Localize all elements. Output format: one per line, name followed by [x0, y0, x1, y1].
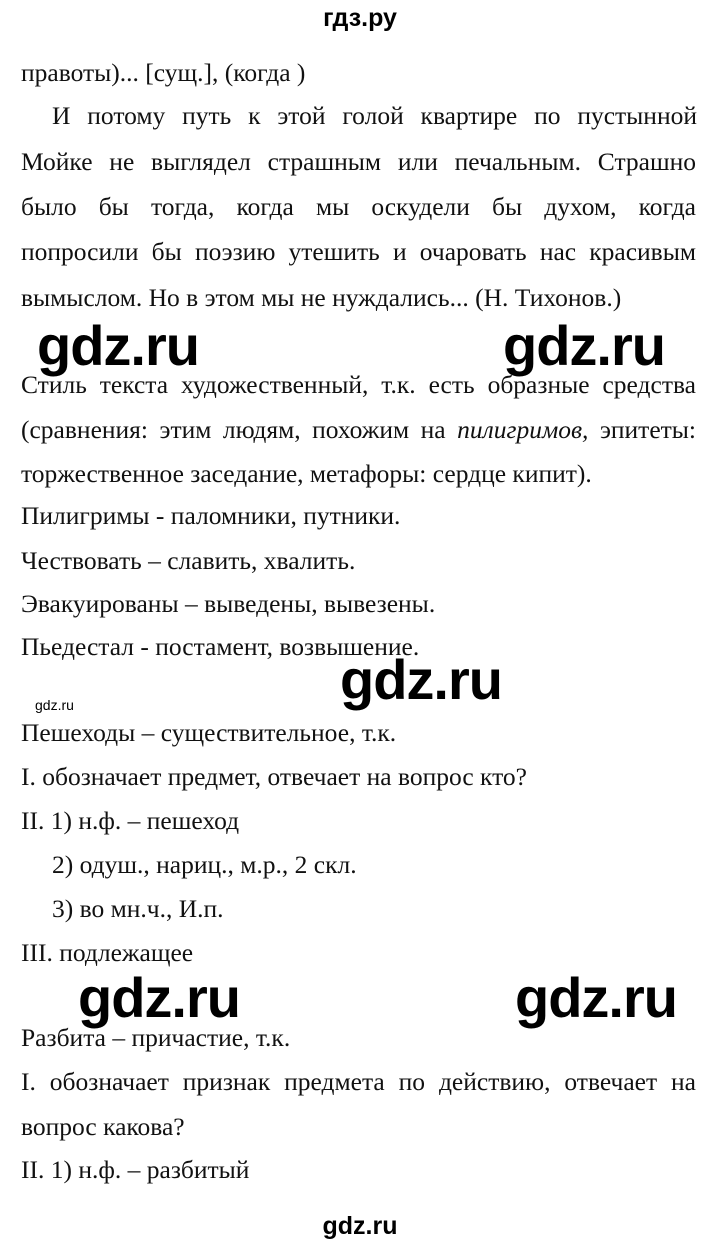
- site-title: гдз.ру: [323, 4, 397, 32]
- watermark-large: gdz.ru: [503, 314, 665, 377]
- participle-title: Разбита – причастие, т.к.: [21, 1023, 291, 1052]
- vocab-item: Пьедестал - постамент, возвышение.: [21, 632, 420, 661]
- participle-item-1b: вопрос какова?: [21, 1112, 185, 1141]
- style-line-3: торжественное заседание, метафоры: сердце кипит).: [21, 459, 592, 488]
- quote-line-1: И потому путь к этой голой квартире по пустынной: [52, 101, 697, 130]
- noun-item-1: I. обозначает предмет, отвечает на вопрос кто?: [21, 762, 527, 791]
- noun-item-2-2: 2) одуш., нариц., м.р., 2 скл.: [52, 850, 357, 879]
- watermark-large: gdz.ru: [37, 314, 199, 377]
- vocab-item: Пилигримы - паломники, путники.: [21, 501, 401, 530]
- noun-item-3: III. подлежащее: [21, 938, 194, 967]
- style-line-2-pre: (сравнения: этим людям, похожим на: [21, 415, 458, 444]
- style-line-2: [21, 415, 696, 445]
- noun-title: Пешеходы – существительное, т.к.: [21, 718, 397, 747]
- quote-line-5: вымыслом. Но в этом мы не нуждались... (Н. Тихонов.): [21, 283, 622, 312]
- style-line-2-post: эпитеты:: [588, 415, 697, 444]
- quote-line-4: попросили бы поэзию утешить и очаровать нас красивым: [21, 237, 696, 266]
- quote-line-3: было бы тогда, когда мы оскудели бы духом, когда: [21, 192, 696, 221]
- participle-item-2-1: II. 1) н.ф. – разбитый: [21, 1155, 250, 1184]
- noun-item-2-3: 3) во мн.ч., И.п.: [52, 894, 224, 923]
- watermark-large: gdz.ru: [515, 966, 677, 1029]
- vocab-item: Эвакуированы – выведены, вывезены.: [21, 589, 436, 618]
- participle-item-1a: I. обозначает признак предмета по действию, отвечает на: [21, 1067, 696, 1096]
- quote-line-2: Мойке не выглядел страшным или печальным. Страшно: [21, 147, 696, 176]
- style-line-2-italic: пилигримов,: [457, 415, 589, 444]
- watermark-large: gdz.ru: [340, 648, 502, 711]
- watermark-large: gdz.ru: [78, 966, 240, 1029]
- watermark-small: gdz.ru: [35, 697, 74, 713]
- style-line-1: Стиль текста художественный, т.к. есть образные средства: [21, 370, 696, 399]
- noun-item-2-1: II. 1) н.ф. – пешеход: [21, 806, 240, 835]
- vocab-item: Чествовать – славить, хвалить.: [21, 546, 356, 575]
- footer-watermark: gdz.ru: [322, 1212, 398, 1240]
- text-line-continuation: правоты)... [сущ.], (когда ): [21, 58, 306, 87]
